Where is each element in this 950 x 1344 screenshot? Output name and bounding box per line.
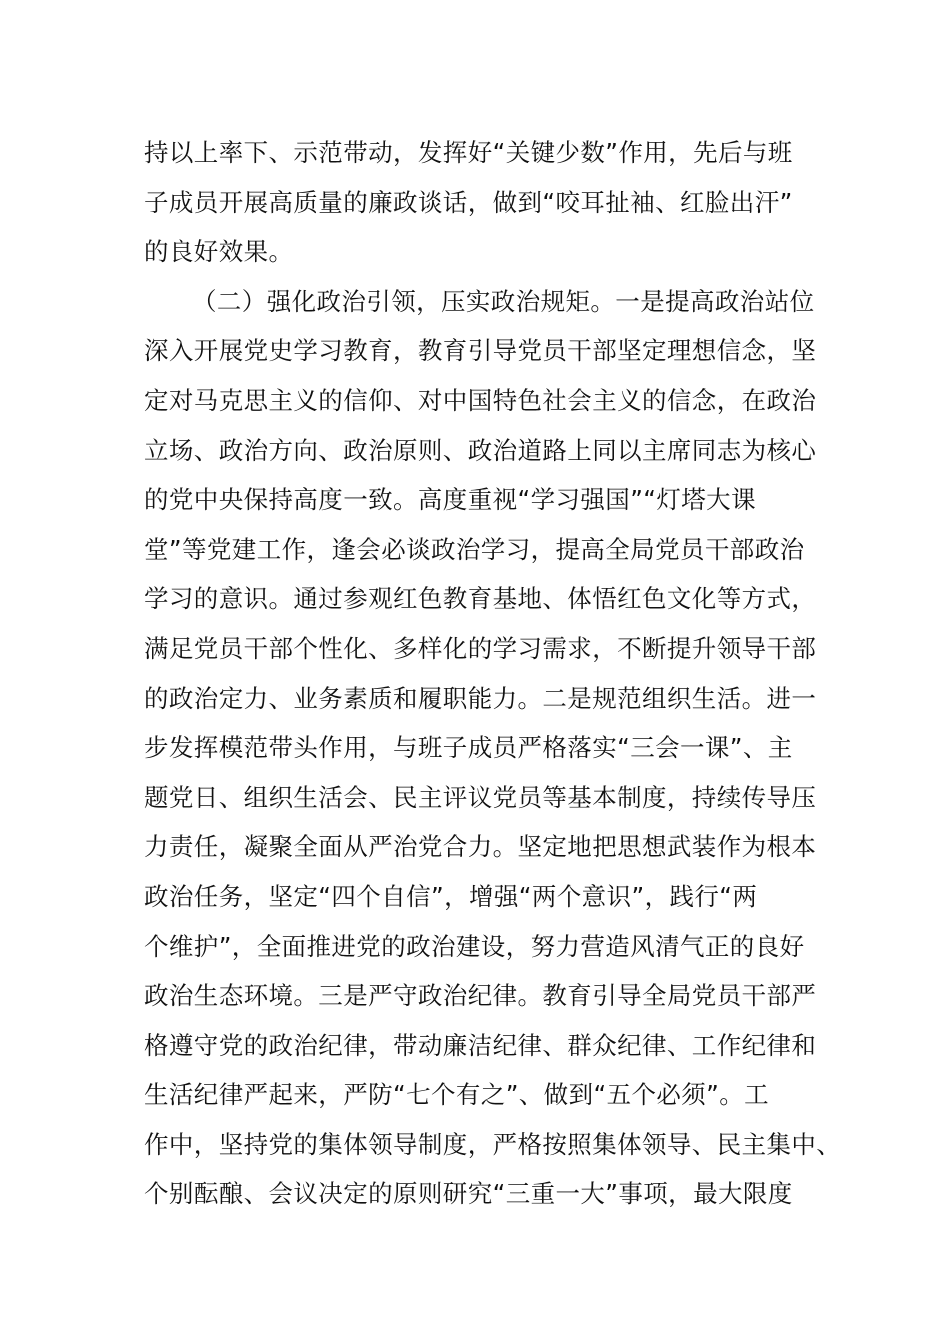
text-line: 的党中央保持高度一致。高度重视“学习强国”“灯塔大课 xyxy=(144,485,756,515)
text-line: 个维护”，全面推进党的政治建设，努力营造风清气正的良好 xyxy=(144,931,805,961)
body-text xyxy=(144,128,842,1219)
text-line: 政治任务，坚定“四个自信”，增强“两个意识”，践行“两 xyxy=(144,881,758,911)
text-line: 题党日、组织生活会、民主评议党员等基本制度，持续传导压 xyxy=(144,782,817,812)
text-line: 的良好效果。 xyxy=(144,237,294,267)
text-line: 堂”等党建工作，逢会必谈政治学习，提高全局党员干部政治 xyxy=(144,534,805,564)
text-line: 定对马克思主义的信仰、对中国特色社会主义的信念，在政治 xyxy=(144,385,817,415)
text-line: 满足党员干部个性化、多样化的学习需求，不断提升领导干部 xyxy=(144,633,817,663)
text-line: 格遵守党的政治纪律，带动廉洁纪律、群众纪律、工作纪律和 xyxy=(144,1030,817,1060)
text-line: 生活纪律严起来，严防“七个有之”、做到“五个必须”。工 xyxy=(144,1080,770,1110)
text-line: 学习的意识。通过参观红色教育基地、体悟红色文化等方式， xyxy=(144,584,817,614)
text-line: 个别酝酿、会议决定的原则研究“三重一大”事项，最大限度 xyxy=(144,1179,793,1209)
text-line: 作中，坚持党的集体领导制度，严格按照集体领导、民主集中、 xyxy=(144,1129,842,1159)
text-line: 步发挥模范带头作用，与班子成员严格落实“三会一课”、主 xyxy=(144,733,793,763)
text-line: 立场、政治方向、政治原则、政治道路上同以主席同志为核心 xyxy=(144,435,817,465)
text-line: 持以上率下、示范带动，发挥好“关键少数”作用，先后与班 xyxy=(144,138,793,167)
text-line: 力责任，凝聚全面从严治党合力。坚定地把思想武装作为根本 xyxy=(144,832,817,862)
section-heading-line: （二）强化政治引领，压实政治规矩。一是提高政治站位 xyxy=(192,286,815,316)
text-line: 政治生态环境。三是严守政治纪律。教育引导全局党员干部严 xyxy=(144,981,817,1011)
text-line: 的政治定力、业务素质和履职能力。二是规范组织生活。进一 xyxy=(144,683,817,713)
text-line: 子成员开展高质量的廉政谈话，做到“咬耳扯袖、红脸出汗” xyxy=(144,187,793,217)
text-line: 深入开展党史学习教育，教育引导党员干部坚定理想信念，坚 xyxy=(144,336,817,366)
